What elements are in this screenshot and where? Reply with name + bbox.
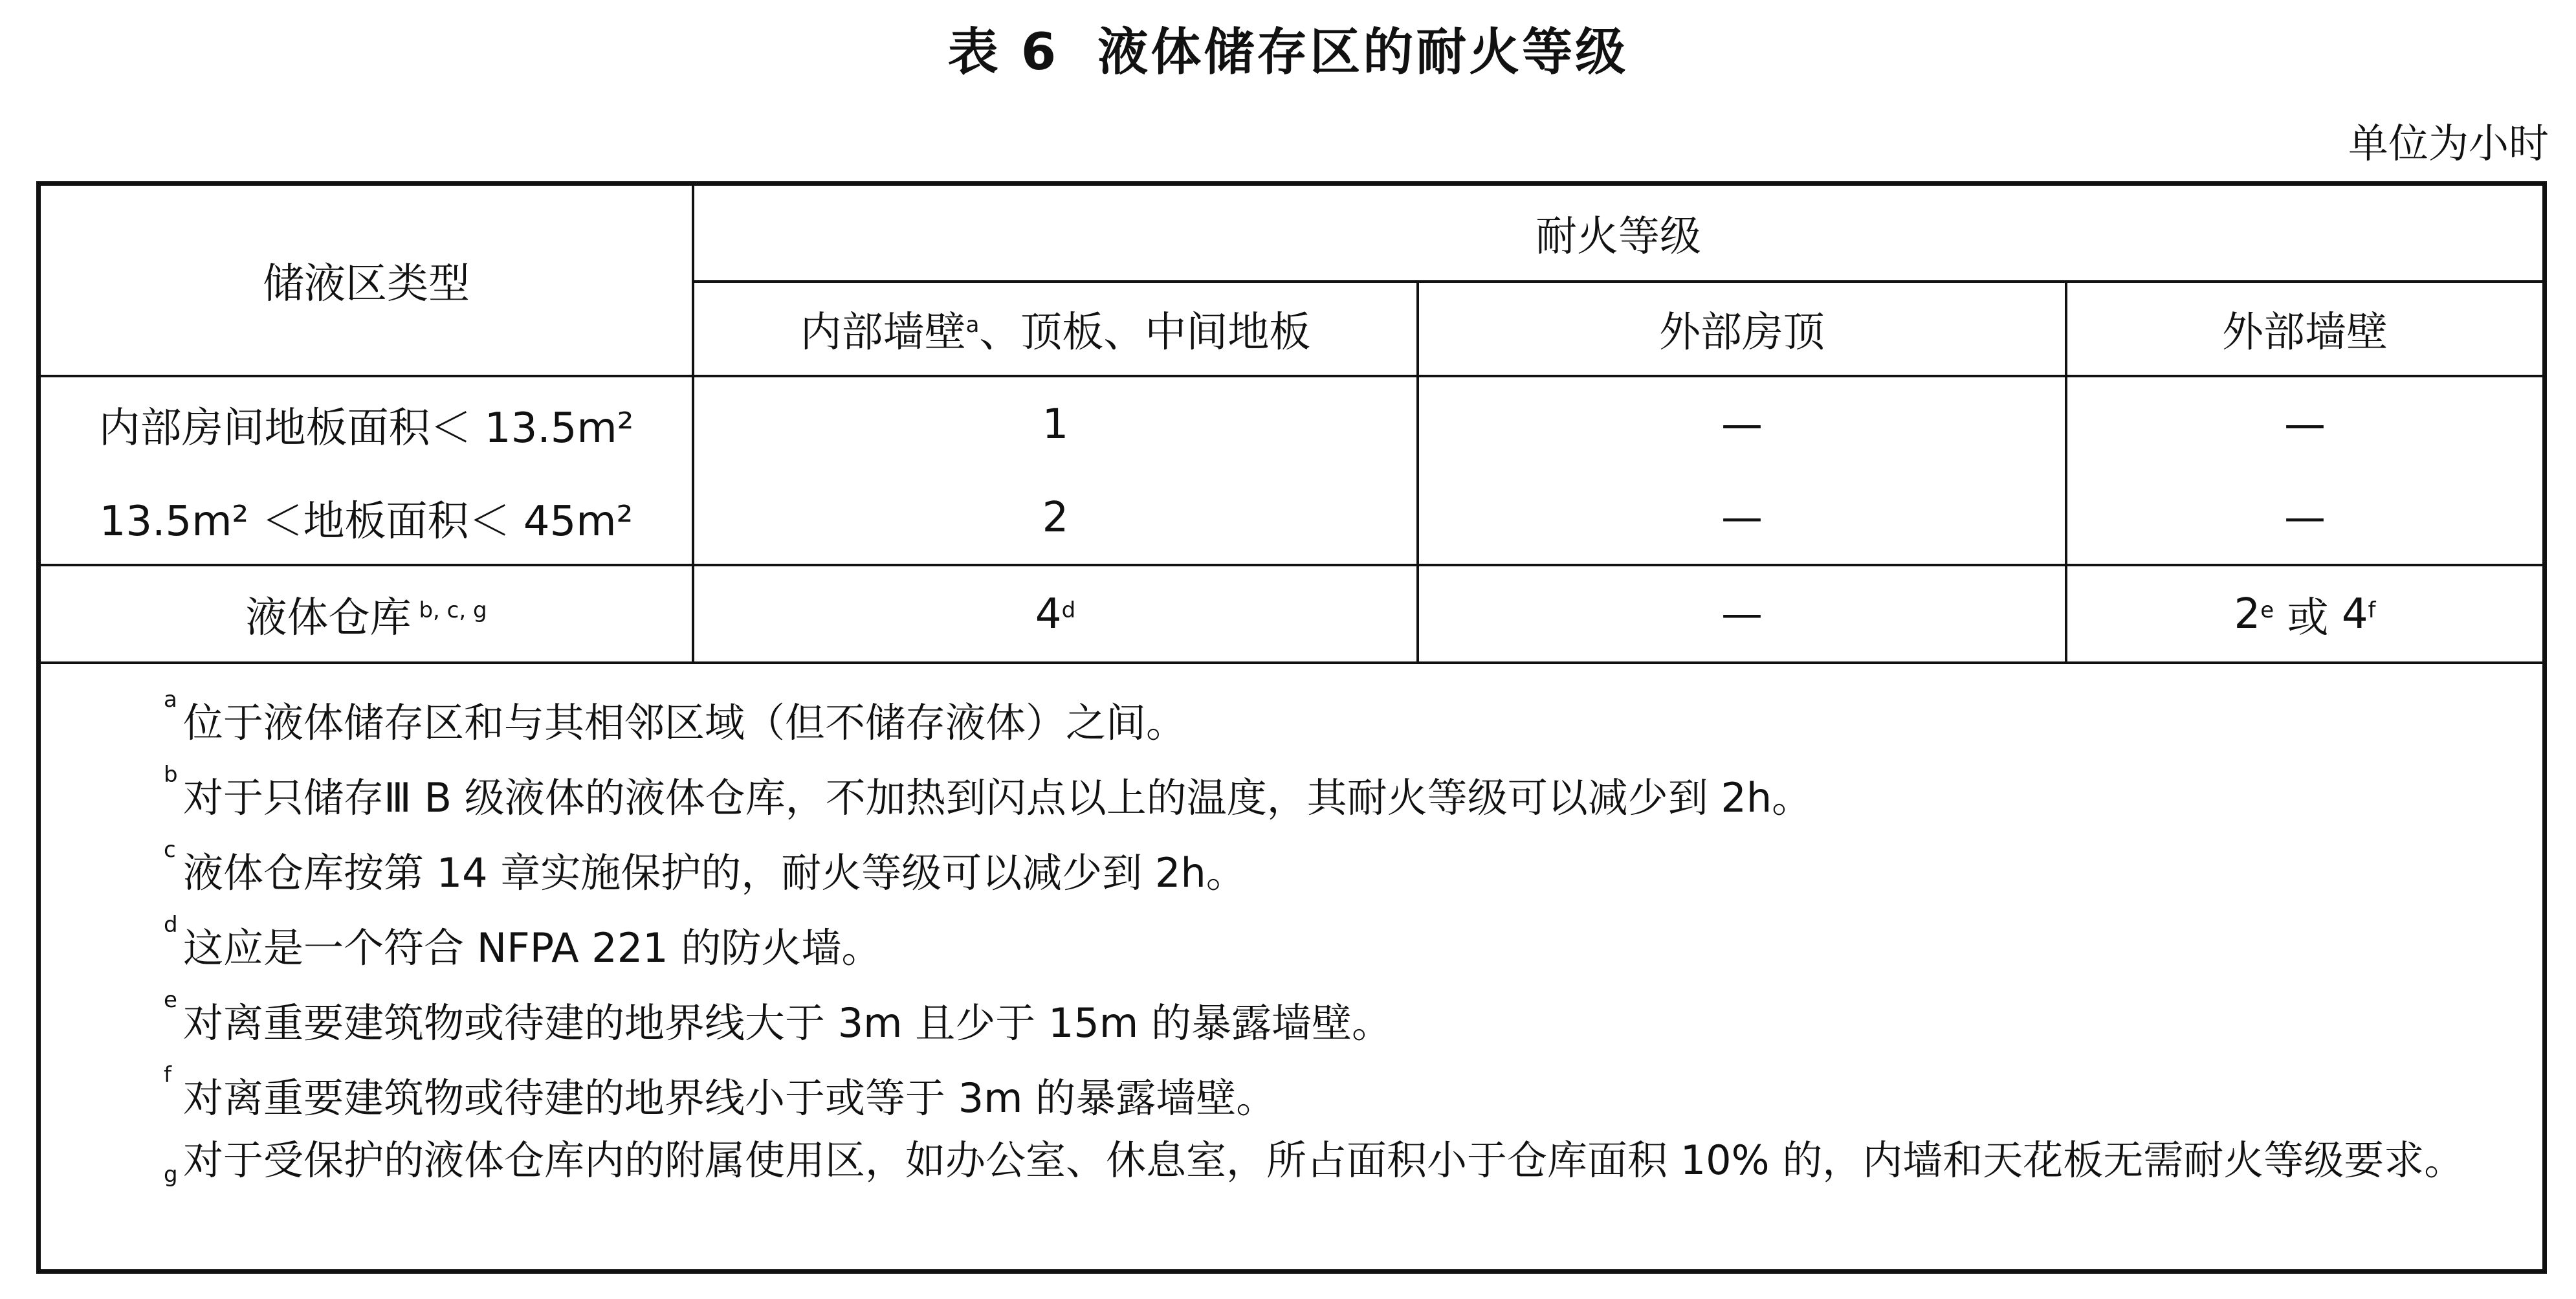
footnote-text: 液体仓库按第 14 章实施保护的，耐火等级可以减少到 2h。: [183, 849, 1246, 896]
row3-wall-sup-a: e: [2260, 597, 2274, 623]
footnote-c: [164, 837, 1246, 898]
footnote-a: [164, 687, 1187, 748]
rule-notes-top: [41, 661, 2542, 664]
footnote-mark: c: [164, 837, 176, 863]
footnote-f: [164, 1062, 1277, 1124]
row3-wall: [2067, 566, 2542, 661]
row1-wall: —: [2284, 401, 2326, 449]
fire-rating-table: [36, 181, 2547, 1274]
table-title: [0, 12, 2576, 84]
footnote-text: 这应是一个符合 NFPA 221 的防火墙。: [183, 924, 882, 971]
row3-wall-value-a: 2: [2234, 590, 2261, 638]
footnote-mark: f: [164, 1062, 171, 1088]
footnote-text: 位于液体储存区和与其相邻区域（但不储存液体）之间。: [183, 699, 1187, 746]
header-external-wall: 外部墙壁: [2222, 309, 2388, 357]
row3-wall-sup-b: f: [2368, 597, 2376, 623]
row1-roof: —: [1721, 401, 1763, 449]
header-external-roof: 外部房顶: [1659, 309, 1825, 357]
row2-internal: 2: [1042, 494, 1069, 542]
footnote-text: 对于受保护的液体仓库内的附属使用区，如办公室、休息室，所占面积小于仓库面积 10% 的，内墙和天花板无需耐火等级要求。: [183, 1137, 2465, 1184]
footnote-mark: a: [164, 687, 177, 713]
footnote-mark: e: [164, 987, 177, 1013]
header-fire-rating: 耐火等级: [1536, 213, 1701, 261]
footnote-text: 对于只储存Ⅲ B 级液体的液体仓库，不加热到闪点以上的温度，其耐火等级可以减少到 2h。: [183, 774, 1812, 821]
header-internal-rest: 、顶板、中间地板: [979, 309, 1311, 357]
header-zone-type: 储液区类型: [263, 260, 470, 308]
footnote-e: [164, 987, 1392, 1049]
row3-internal-sup: d: [1061, 597, 1076, 623]
row1-internal: 1: [1042, 401, 1069, 449]
table-number: 表 6: [947, 23, 1059, 82]
footnote-d: [164, 912, 882, 973]
footnote-g: [164, 1123, 2487, 1198]
footnote-mark: g: [164, 1162, 178, 1188]
row3-internal: [694, 566, 1416, 661]
header-internal: [694, 283, 1416, 375]
row3-roof: —: [1721, 590, 1763, 638]
header-internal-text: 内部墙壁: [800, 309, 966, 357]
footnote-text: 对离重要建筑物或待建的地界线大于 3m 且少于 15m 的暴露墙壁。: [183, 999, 1392, 1047]
row2-roof: —: [1721, 494, 1763, 542]
footnote-b: [164, 762, 1812, 823]
unit-label: 单位为小时: [2348, 120, 2549, 167]
row1-type: 内部房间地板面积＜ 13.5m²: [98, 405, 634, 452]
row2-wall: —: [2284, 494, 2326, 542]
row3-wall-value-b: 4: [2341, 590, 2368, 638]
row3-type: [41, 566, 692, 661]
footnote-mark: d: [164, 912, 178, 938]
row3-wall-or: 或: [2274, 594, 2342, 642]
row3-type-sup: b, c, g: [419, 597, 487, 623]
row3-type-text: 液体仓库: [245, 594, 412, 642]
footnote-mark: b: [164, 762, 178, 788]
header-internal-sup: a: [965, 312, 980, 338]
row2-type: 13.5m² ＜地板面积＜ 45m²: [99, 498, 633, 546]
table-title-text: 液体储存区的耐火等级: [1097, 23, 1629, 82]
row3-internal-value: 4: [1035, 590, 1062, 638]
footnote-text: 对离重要建筑物或待建的地界线小于或等于 3m 的暴露墙壁。: [183, 1074, 1277, 1122]
